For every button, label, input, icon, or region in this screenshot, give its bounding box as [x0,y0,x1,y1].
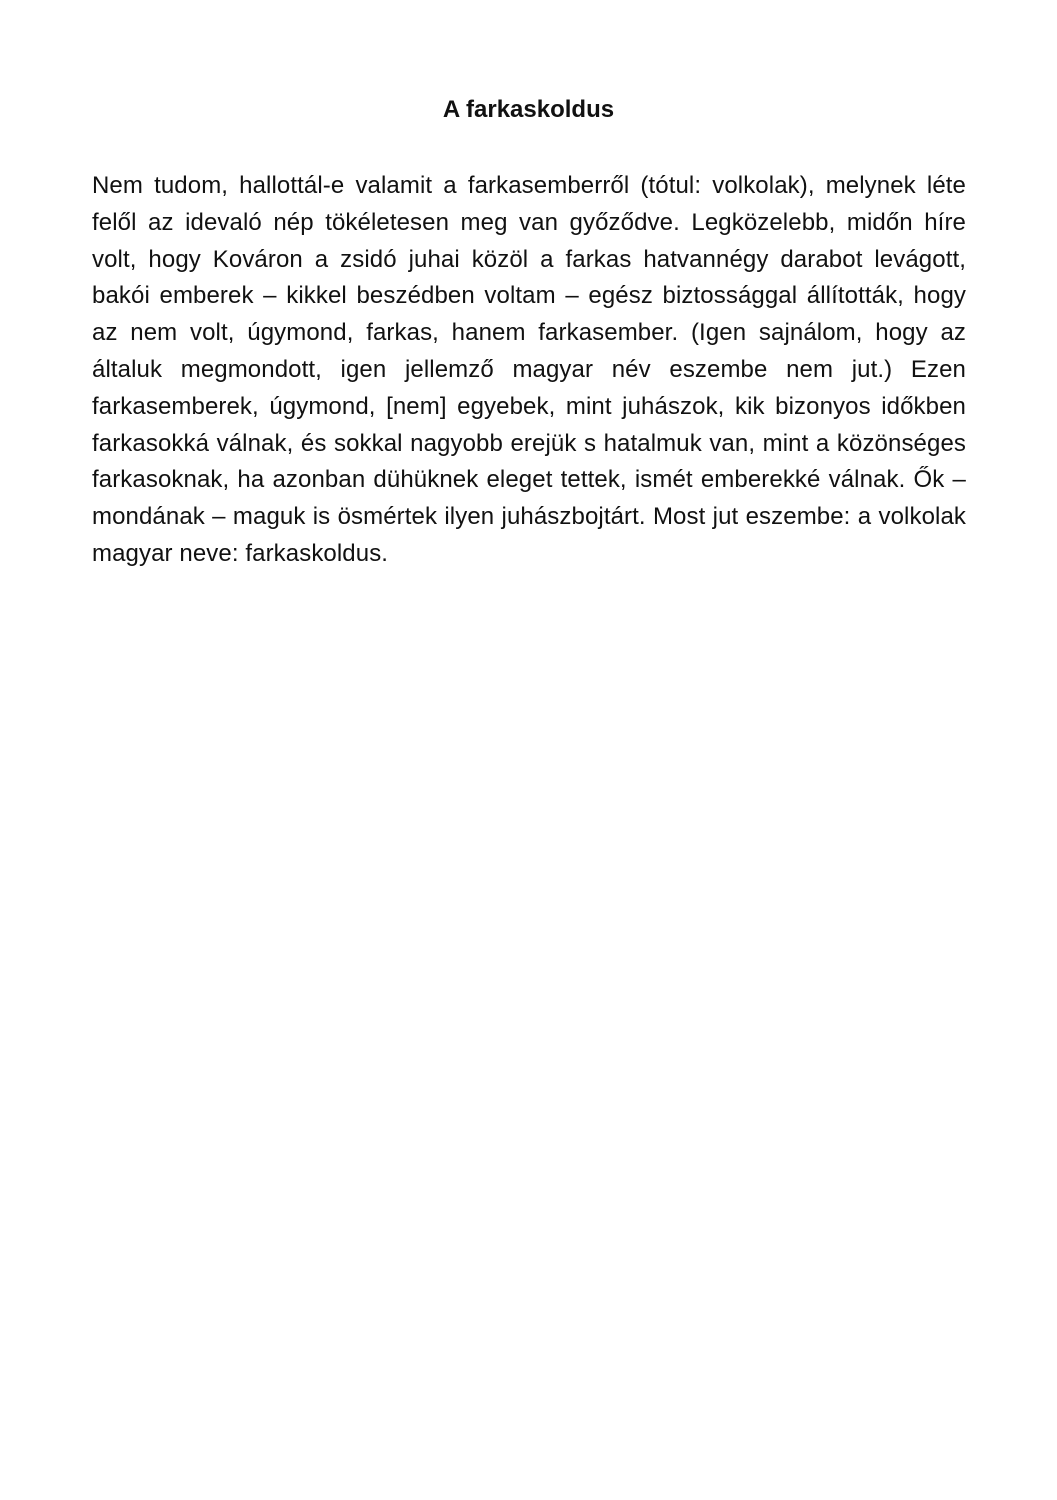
document-paragraph: Nem tudom, hallottál-e valamit a farkasemberről (tótul: volkolak), melynek léte felől az idevaló nép tökéletesen meg van győződve. Legközelebb, midőn híre volt, hogy Kováron a zsidó juhai közöl a farkas hatvannégy darabot levágott, bakói emberek – kikkel beszédben voltam – egész biztossággal állították, hogy az nem volt, úgymond, farkas, hanem farkasember. (Igen sajnálom, hogy az általuk megmondott, igen jellemző magyar név eszembe nem jut.) Ezen farkasemberek, úgymond, [nem] egyebek, mint juhászok, kik bizonyos időkben farkasokká válnak, és sokkal nagyobb erejük s hatalmuk van, mint a közönséges farkasoknak, ha azonban dühüknek eleget tettek, ismét emberekké válnak. Ők – mondának – maguk is ösmértek ilyen juhászbojtárt. Most jut eszembe: a volkolak magyar neve: farkaskoldus. [92,172,966,567]
document-title: A farkaskoldus [442,96,615,123]
